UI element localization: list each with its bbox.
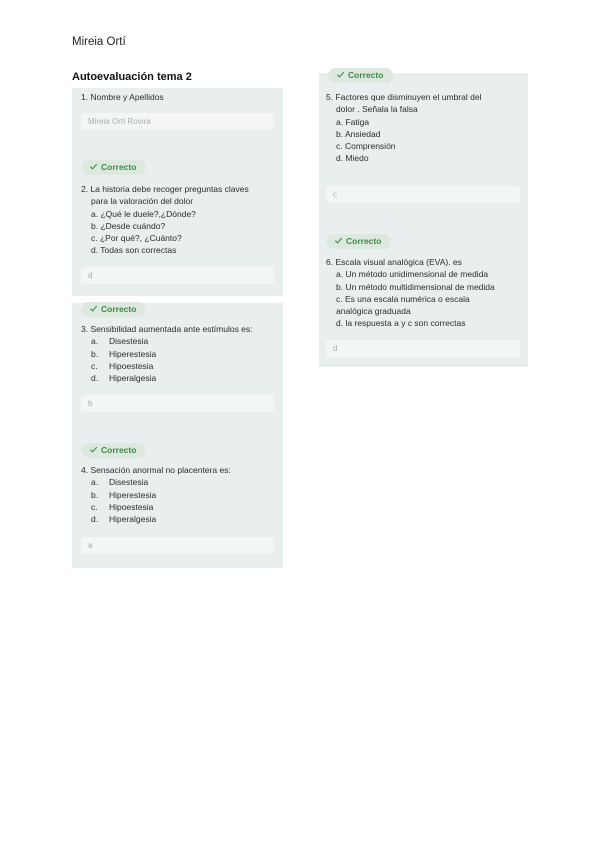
question-5-line: dolor . Señala la falsa xyxy=(336,104,418,115)
option-c: c. Hipoestesia xyxy=(91,501,154,512)
option-c: c. ¿Por qué?, ¿Cuánto? xyxy=(91,233,182,244)
option-d: d. Hiperalgesia xyxy=(91,514,157,525)
option-c: c. Es una escala numérica o escala xyxy=(336,293,470,304)
check-icon xyxy=(336,70,345,79)
correct-badge xyxy=(326,234,391,249)
question-panel xyxy=(72,88,283,296)
question-4-answer: a xyxy=(81,537,274,554)
badge-label: Correcto xyxy=(101,445,137,455)
question-3-answer: b xyxy=(81,395,274,412)
option-a: a. ¿Qué le duele?,¿Dónde? xyxy=(91,208,196,219)
option-a: a. Fatiga xyxy=(336,116,370,127)
option-b: b. Ansiedad xyxy=(336,128,381,139)
question-5-line: 5. Factores que disminuyen el umbral del xyxy=(326,92,482,102)
check-icon xyxy=(89,445,98,454)
option-d: d. Hiperalgesia xyxy=(91,373,157,384)
question-2-line: 2. La historia debe recoger preguntas claves xyxy=(81,184,249,194)
option-b: b. Un método multidimensional de medida xyxy=(336,281,495,292)
correct-badge xyxy=(81,160,146,175)
option-a: a. Disestesia xyxy=(91,336,149,347)
question-1-answer: Mireia Ortí Rovira xyxy=(81,113,274,130)
question-6-text: 6. Escala visual analógica (EVA). es xyxy=(326,257,462,267)
question-6-answer: d xyxy=(326,340,520,357)
option-b: b. ¿Desde cuándo? xyxy=(91,220,166,231)
question-5 xyxy=(326,91,481,165)
badge-label: Correcto xyxy=(346,236,382,246)
badge-label: Correcto xyxy=(101,304,137,314)
correct-badge xyxy=(328,68,393,83)
option-c: c. Hipoestesia xyxy=(91,360,154,371)
author-name: Mireia Ortí xyxy=(72,36,126,48)
correct-badge xyxy=(81,302,146,317)
option-c: c. Comprensión xyxy=(336,141,396,152)
option-b: b. Hiperestesia xyxy=(91,348,157,359)
option-a: a. Un método unidimensional de medida xyxy=(336,269,489,280)
badge-label: Correcto xyxy=(101,162,137,172)
question-3-text: 3. Sensibilidad aumentada ante estímulos es: xyxy=(81,324,253,334)
question-2-answer: d xyxy=(81,267,274,284)
check-icon xyxy=(89,304,98,313)
check-icon xyxy=(334,236,343,245)
question-5-answer: c xyxy=(326,186,520,203)
check-icon xyxy=(89,162,98,171)
question-panel xyxy=(72,303,283,568)
question-panel xyxy=(319,70,528,367)
option-d: d. la respuesta a y c son correctas xyxy=(336,318,466,329)
badge-label: Correcto xyxy=(348,70,384,80)
question-4 xyxy=(81,464,231,525)
question-6 xyxy=(326,256,495,330)
option-c-continued: analógica graduada xyxy=(336,306,411,317)
option-d: d. Todas son correctas xyxy=(91,245,177,256)
option-d: d. Miedo xyxy=(336,153,369,164)
option-a: a. Disestesia xyxy=(91,477,149,488)
question-4-text: 4. Sensación anormal no placentera es: xyxy=(81,465,231,475)
question-3 xyxy=(81,323,253,384)
question-2-line: para la valoración del dolor xyxy=(91,196,194,207)
option-b: b. Hiperestesia xyxy=(91,489,157,500)
document-title: Autoevaluación tema 2 xyxy=(72,71,192,83)
question-1-text: 1. Nombre y Apellidos xyxy=(81,92,164,102)
correct-badge xyxy=(81,443,146,458)
question-2 xyxy=(81,183,249,257)
